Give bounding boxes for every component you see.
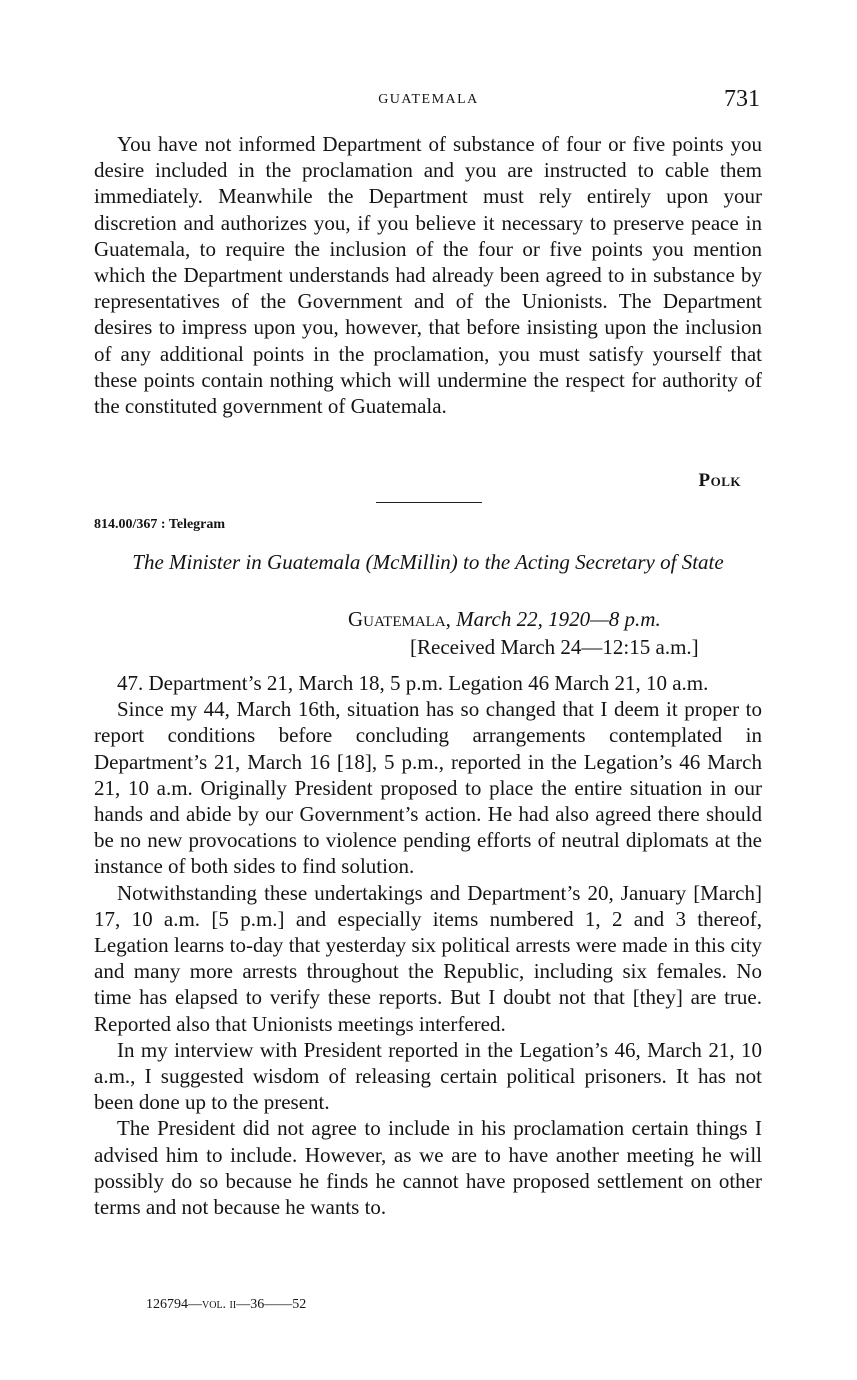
- print-code-part: 126794—: [146, 1297, 202, 1312]
- dateline: [348, 607, 661, 632]
- print-code-volume: vol. ii: [202, 1297, 237, 1312]
- dateline-place: Guatemala,: [348, 607, 451, 631]
- telegram-body: [94, 670, 762, 1220]
- dateline-date: March 22, 1920—8 p.m.: [456, 607, 661, 631]
- print-code-part: —36——52: [236, 1297, 307, 1312]
- instruction-text: [94, 131, 762, 419]
- paragraph: 47. Department’s 21, March 18, 5 p.m. Legation 46 March 21, 10 a.m.: [117, 671, 709, 695]
- paragraph: In my interview with President reported in the Legation’s 46, March 21, 10 a.m., I suggested wisdom of releasing certain political prisoners. It has not been done up to the present.: [94, 1037, 762, 1115]
- page-number: 731: [724, 86, 760, 112]
- print-code: [146, 1297, 306, 1313]
- paragraph: You have not informed Department of substance of four or five points you desire included in the proclamation and you are instructed to cable them immediately. Meanwhile the Department must rely entirely upon your discretion and authorizes you, if you believe it necessary to preserve peace in Guatemala, to require the inclusion of the four or five points you mention which the Department understands had already been agreed to in substance by representatives of the Government and of the Unionists. The Department desires to impress upon you, however, that before insisting upon the inclusion of any additional points in the proclamation, you must satisfy yourself that these points contain nothing which will undermine the respect for authority of the constituted government of Guatemala.: [94, 132, 762, 419]
- paragraph: Notwithstanding these undertakings and Department’s 20, January [March] 17, 10 a.m. [5 p.m.] and especially items numbered 1, 2 and 3 thereof, Legation learns to-day that yesterday six political arrests were made in this city and many more arrests throughout the Republic, including six females. No time has elapsed to verify these reports. But I doubt not that [they] are true. Reported also that Unionists meetings interfered.: [94, 880, 762, 1036]
- received-note: [Received March 24—12:15 a.m.]: [410, 635, 699, 659]
- paragraph: Since my 44, March 16th, situation has so changed that I deem it proper to report conditions before concluding arrangements contemplated in Department’s 21, March 16 [18], 5 p.m., reported in the Legation’s 46 March 21, 10 a.m. Originally President proposed to place the entire situation in our hands and abide by our Government’s action. He had also agreed there should be no new provocations to violence pending efforts of neutral diplomats at the instance of both sides to find solution.: [94, 697, 762, 879]
- document-heading: The Minister in Guatemala (McMillin) to the Acting Secretary of State: [132, 550, 724, 574]
- section-divider: [376, 502, 482, 503]
- paragraph: The President did not agree to include in his proclamation certain things I advised him to include. However, as we are to have another meeting he will possibly do so because he finds he cannot have proposed settlement on other terms and not because he wants to.: [94, 1116, 762, 1220]
- file-reference: 814.00/367 : Telegram: [94, 517, 226, 532]
- signature: Polk: [698, 470, 741, 491]
- running-title: GUATEMALA: [378, 92, 479, 107]
